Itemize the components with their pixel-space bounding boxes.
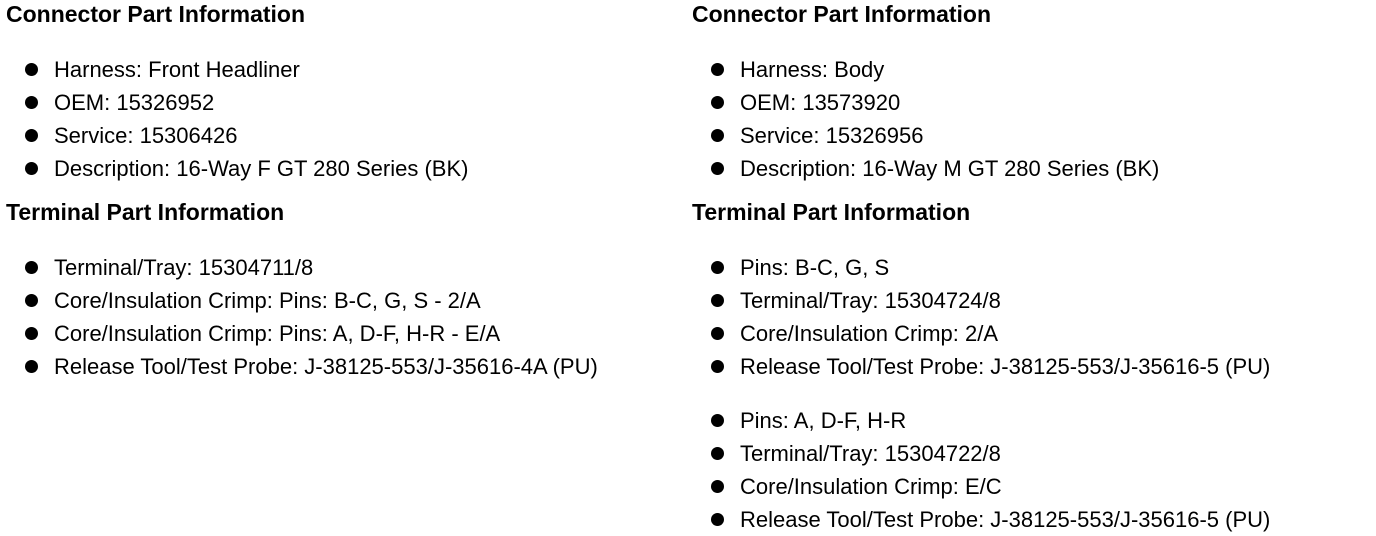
- bullet-icon: [25, 261, 38, 274]
- list-item: [692, 437, 1372, 470]
- left-connector-heading: Connector Part Information: [6, 1, 306, 27]
- right-terminal-group-1: [692, 251, 1372, 383]
- bullet-icon: [25, 360, 38, 373]
- list-item-text: Release Tool/Test Probe: J-38125-553/J-35616-4A (PU): [54, 354, 598, 379]
- bullet-icon: [711, 447, 724, 460]
- list-item-text: Description: 16-Way F GT 280 Series (BK): [54, 156, 469, 181]
- bullet-icon: [711, 480, 724, 493]
- bullet-icon: [711, 261, 724, 274]
- bullet-icon: [711, 96, 724, 109]
- list-item: [6, 284, 686, 317]
- list-item-text: OEM: 13573920: [740, 90, 901, 115]
- left-terminal-list: [6, 251, 686, 383]
- list-item: [6, 317, 686, 350]
- bullet-icon: [711, 129, 724, 142]
- left-connector-list: [6, 53, 686, 185]
- list-item-text: Core/Insulation Crimp: Pins: B-C, G, S - 2/A: [54, 288, 481, 313]
- list-item: [6, 350, 686, 383]
- bullet-icon: [25, 96, 38, 109]
- bullet-icon: [25, 162, 38, 175]
- bullet-icon: [25, 327, 38, 340]
- list-item-text: OEM: 15326952: [54, 90, 215, 115]
- list-item: [692, 86, 1372, 119]
- right-connector-heading: Connector Part Information: [692, 1, 992, 27]
- list-item: [692, 503, 1372, 536]
- list-item-text: Terminal/Tray: 15304711/8: [54, 255, 314, 280]
- list-item-text: Core/Insulation Crimp: Pins: A, D-F, H-R - E/A: [54, 321, 501, 346]
- list-item: [6, 251, 686, 284]
- list-item: [692, 470, 1372, 503]
- right-terminal-group-2: [692, 404, 1372, 536]
- list-item: [692, 350, 1372, 383]
- list-item-text: Pins: B-C, G, S: [740, 255, 890, 280]
- bullet-icon: [711, 63, 724, 76]
- list-item-text: Terminal/Tray: 15304724/8: [740, 288, 1001, 313]
- list-item-text: Core/Insulation Crimp: 2/A: [740, 321, 998, 346]
- list-item-text: Core/Insulation Crimp: E/C: [740, 474, 1002, 499]
- list-item-text: Terminal/Tray: 15304722/8: [740, 441, 1001, 466]
- bullet-icon: [711, 513, 724, 526]
- list-item: [692, 317, 1372, 350]
- list-item: [692, 404, 1372, 437]
- bullet-icon: [711, 162, 724, 175]
- right-connector-list: [692, 53, 1372, 185]
- list-item: [6, 53, 686, 86]
- list-item-text: Pins: A, D-F, H-R: [740, 408, 907, 433]
- right-terminal-heading: Terminal Part Information: [692, 199, 971, 225]
- bullet-icon: [25, 294, 38, 307]
- list-item-text: Service: 15326956: [740, 123, 924, 148]
- bullet-icon: [711, 360, 724, 373]
- right-column: [692, 0, 1372, 536]
- left-column: [6, 0, 686, 383]
- bullet-icon: [25, 129, 38, 142]
- list-item: [692, 119, 1372, 152]
- bullet-icon: [711, 414, 724, 427]
- list-item: [692, 53, 1372, 86]
- list-item-text: Release Tool/Test Probe: J-38125-553/J-35616-5 (PU): [740, 354, 1271, 379]
- bullet-icon: [711, 327, 724, 340]
- list-item: [692, 152, 1372, 185]
- bullet-icon: [711, 294, 724, 307]
- left-terminal-heading: Terminal Part Information: [6, 199, 285, 225]
- bullet-icon: [25, 63, 38, 76]
- list-item-text: Description: 16-Way M GT 280 Series (BK): [740, 156, 1160, 181]
- list-item-text: Release Tool/Test Probe: J-38125-553/J-35616-5 (PU): [740, 507, 1271, 532]
- list-item-text: Service: 15306426: [54, 123, 238, 148]
- list-item-text: Harness: Body: [740, 57, 885, 82]
- list-item: [6, 152, 686, 185]
- list-item: [692, 284, 1372, 317]
- list-item: [6, 119, 686, 152]
- list-item-text: Harness: Front Headliner: [54, 57, 300, 82]
- list-item: [692, 251, 1372, 284]
- list-item: [6, 86, 686, 119]
